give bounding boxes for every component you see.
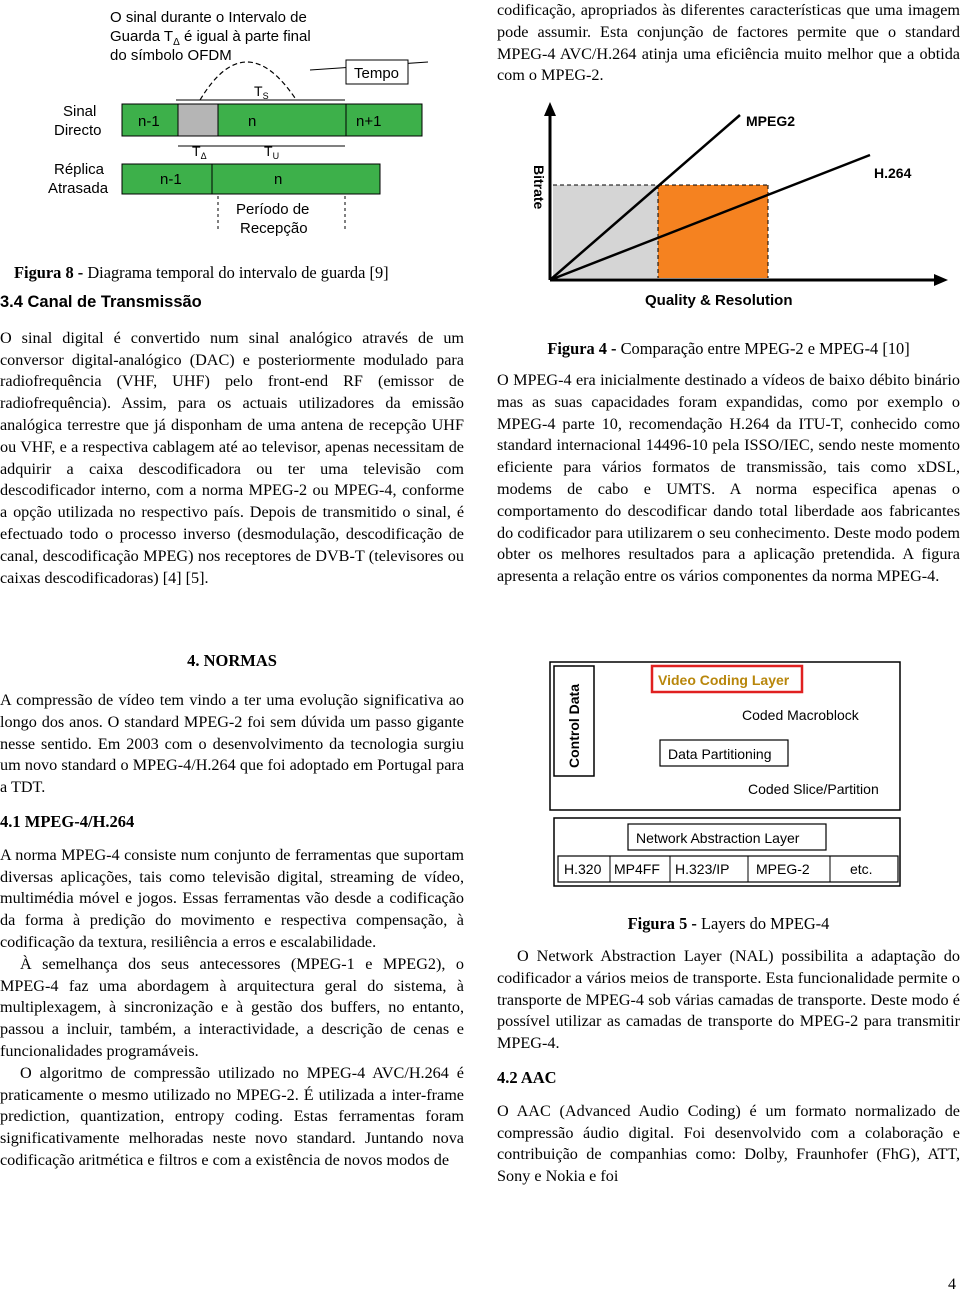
right-column-mid — [497, 370, 960, 588]
copy-arrow — [200, 62, 295, 100]
x-axis-label: Quality & Resolution — [645, 292, 793, 309]
transport-h320: H.320 — [564, 861, 602, 877]
transport-etc: etc. — [850, 861, 873, 877]
nal-label: Network Abstraction Layer — [636, 830, 800, 846]
nal-paragraph: O Network Abstraction Layer (NAL) possibilita a adaptação do codificador a vários meios de transporte. Esta funcionalidade permite o transporte de MPEG-4 sob várias camadas de transporte. Deste modo é possível utilizar as camadas de transporte do MPEG-2 para transmitir MPEG-4. — [497, 947, 960, 1053]
direct-cell-n+1: n+1 — [356, 113, 382, 130]
figure-4-caption: Figura 4 - Comparação entre MPEG-2 e MPEG-4 [10] — [547, 339, 910, 358]
page-number: 4 — [948, 1276, 956, 1293]
section-4-title: 4. NORMAS — [187, 651, 277, 670]
fig8-note-line1: O sinal durante o Intervalo de — [110, 9, 307, 26]
right-column-top — [497, 0, 960, 87]
right-column-lower — [497, 946, 960, 1188]
right-mid-paragraph: O MPEG-4 era inicialmente destinado a vídeos de baixo débito binário mas as suas capacidades foram expandidas, como por exemplo o MPEG-4 parte 10, recomendação H.264 da ITU-T, conhecido como standard internacional 14496-10 pela ISSO/IEC, sendo neste momento eficiente para vários formatos de transmissão, tais como xDSL, modems de cabo e UMTS. A norma especifica apenas o comportamento do descodificar dando total liberdade aos fabricantes do codificador para utilizarem o seu conhecimento. Deste modo podem obter os melhores resultados para a aplicação pretendida. A figura apresenta a relação entre os vários componentes da norma MPEG-4. — [497, 371, 960, 586]
transport-mp4ff: MP4FF — [614, 861, 660, 877]
figure-4-chart — [520, 100, 950, 315]
h264-series-label: H.264 — [874, 165, 912, 181]
figure-8-caption: Figura 8 - Diagrama temporal do intervalo de guarda [9] — [14, 263, 389, 282]
right-top-paragraph: codificação, apropriados às diferentes características que uma imagem pode assumir. Esta conjunção de factores permite que o standard MPEG-4 AVC/H.264 atinja uma eficiência muito melhor que a obtida com o MPEG-2. — [497, 1, 960, 85]
fig8-note-line3: do símbolo OFDM — [110, 47, 232, 64]
section-3-4-body: O sinal digital é convertido num sinal analógico através de um conversor digital-analógico (DAC) e posteriormente modulado para radiofrequência (VHF, UHF) pelo front-end RF (emissor de radiofrequência). Assim, para os actuais utilizadores da emissão analógica terrestre que já disponham de uma antena de recepção UHF ou VHF, e a respectiva cablagem até ao televisor, apenas necessitam de adquirir a caixa descodificadora ou ter uma televisão com descodificador interno, com a norma MPEG-2 ou MPEG-4, conforme a opção utilizada no respectivo país. Depois de transmitido o sinal, é efectuado todo o processo inverso (desmodulação, descodificação de canal, descodificação MPEG) nos receptores de DVB-T (televisores ou caixas descodificadoras) [4] [5]. — [0, 328, 464, 587]
left-column-lower — [0, 690, 464, 1172]
tu-label: $T_U$ — [264, 143, 280, 161]
section-4-body: A compressão de vídeo tem vindo a ter uma evolução significativa ao longo dos anos. O standard MPEG-2 foi sem dúvida um passo gigante nesse sentido. Em 2003 com o desenvolvimento da tecnologia surgiu um novo standard o MPEG-4/H.264 que foi adoptado em Portugal para a TDT. — [0, 691, 464, 797]
direct-cell-n-1: n-1 — [138, 113, 160, 130]
video-coding-layer-label: Video Coding Layer — [658, 672, 790, 688]
coded-macroblock-label: Coded Macroblock — [742, 707, 859, 723]
section-4-2-title: 4.2 AAC — [497, 1067, 557, 1087]
section-4-1-title: 4.1 MPEG-4/H.264 — [0, 811, 135, 831]
coded-slice-label: Coded Slice/Partition — [748, 781, 879, 797]
direct-cell-n: n — [248, 113, 257, 130]
guard-interval-cell — [178, 104, 218, 136]
left-column — [0, 292, 464, 589]
y-axis-label: Bitrate — [531, 165, 547, 210]
transport-h323ip: H.323/IP — [675, 861, 730, 877]
ts-label: $T_S$ — [254, 83, 269, 101]
period-label-2: Recepção — [240, 220, 308, 237]
figure-5-diagram — [548, 658, 904, 890]
control-data-label: Control Data — [566, 684, 582, 768]
section-4-2-body: O AAC (Advanced Audio Coding) é um formato normalizado de compressão áudio digital. Foi desenvolvido com a colaboração e contribuição de companhias como: Dolby, Fraunhofer (FhG), ATT, Sony e Nokia e foi — [497, 1101, 960, 1186]
period-label-1: Período de — [236, 201, 310, 218]
fig8-note-line2: Guarda $T_\Delta$ é igual à parte final — [110, 28, 311, 48]
replica-cell-n: n — [274, 171, 283, 188]
replica-label-2: Atrasada — [48, 180, 109, 197]
section-3-4-title: 3.4 Canal de Transmissão — [0, 293, 202, 311]
direct-label-1: Sinal — [63, 103, 97, 120]
tempo-label: Tempo — [354, 65, 400, 82]
figure-8-diagram — [40, 0, 440, 245]
section-4-1-para-2: À semelhança dos seus antecessores (MPEG-1 e MPEG2), o MPEG-4 faz uma abordagem à arquitectura geral do sistema, à multiplexagem, à sincronização e à gestão dos buffers, no entanto, passou a incluir, também, a interactividade, a descrição de cenas e funcionalidades programáveis. — [0, 954, 464, 1060]
section-4-1-para-1: A norma MPEG-4 consiste num conjunto de ferramentas que suportam diversas aplicações, tais como televisão digital, streaming de vídeo, multimédia móvel e jogos. Essas ferramentas vão desde a codificação da forma à predição do movimento e respectiva compensação, à codificação da textura, resiliência a erros e escalabilidade. — [0, 845, 464, 951]
tdelta-label: $T_\Delta$ — [192, 143, 207, 161]
figure-5-caption: Figura 5 - Layers do MPEG-4 — [627, 914, 830, 933]
transport-mpeg2: MPEG-2 — [756, 861, 810, 877]
mpeg2-series-label: MPEG2 — [746, 113, 796, 129]
direct-label-2: Directo — [54, 122, 102, 139]
replica-label-1: Réplica — [54, 161, 105, 178]
replica-cell-n-1: n-1 — [160, 171, 182, 188]
data-partitioning-label: Data Partitioning — [668, 746, 772, 762]
section-4-1-para-3: O algoritmo de compressão utilizado no MPEG-4 AVC/H.264 é praticamente o mesmo utilizado no MPEG-2. É utilizada a inter-frame prediction, quantization, entropy coding. Estas ferramentas foram significativamente melhoradas neste novo standard. Juntando nova codificação aritmética e filtros e com a existência de novos modos de — [0, 1063, 464, 1169]
